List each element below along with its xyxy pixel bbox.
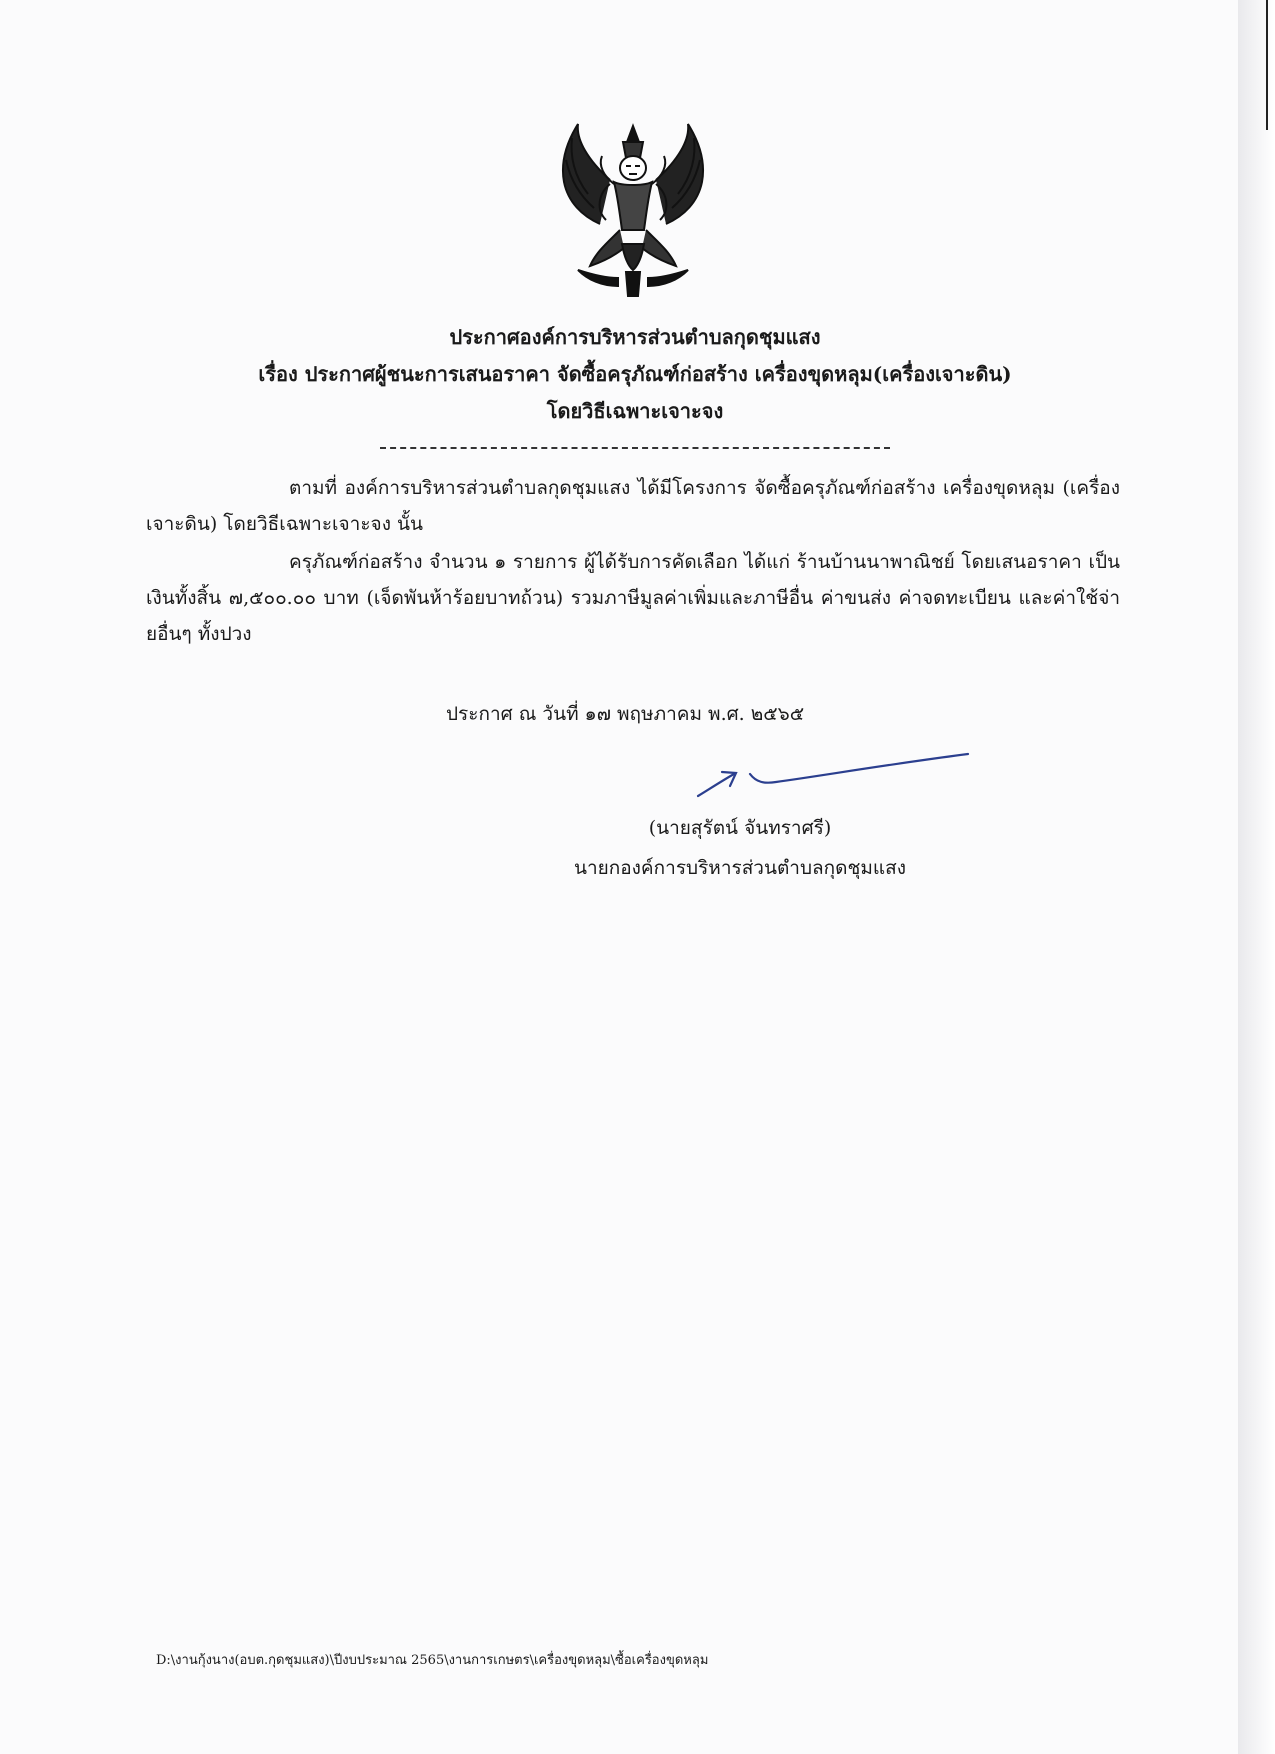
document-subject: เรื่อง ประกาศผู้ชนะการเสนอราคา จัดซื้อครุภัณฑ์ก่อสร้าง เครื่องขุดหลุม(เครื่องเจาะดิน) [258,362,1012,386]
procurement-method: โดยวิธีเฉพาะเจาะจง [546,399,724,423]
announcement-date: ประกาศ ณ วันที่ ๑๗ พฤษภาคม พ.ศ. ๒๕๖๕ [446,703,805,725]
garuda-emblem-icon [548,120,718,298]
signer-position: นายกองค์การบริหารส่วนตำบลกุดชุมแสง [573,857,907,879]
body-paragraph-1: ตามที่ องค์การบริหารส่วนตำบลกุดชุมแสง ได้มีโครงการ จัดซื้อครุภัณฑ์ก่อสร้าง เครื่องขุดหลุม (เครื่องเจาะดิน) โดยวิธีเฉพาะเจาะจง นั้น [146,477,1120,535]
handwritten-signature-icon [690,752,970,802]
body-paragraph-2: ครุภัณฑ์ก่อสร้าง จำนวน ๑ รายการ ผู้ได้รับการคัดเลือก ได้แก่ ร้านบ้านนาพาณิชย์ โดยเสนอราคา เป็นเงินทั้งสิ้น ๗,๕๐๐.๐๐ บาท (เจ็ดพันห้าร้อยบาทถ้วน) รวมภาษีมูลค่าเพิ่มและภาษีอื่น ค่าขนส่ง ค่าจดทะเบียน และค่าใช้จ่ายอื่นๆ ทั้งปวง [146,551,1120,645]
scan-edge-mark [1266,0,1268,130]
file-path-footer: D:\งานกุ้งนาง(อบต.กุดชุมแสง)\ปีงบประมาณ 2565\งานการเกษตร\เครื่องขุดหลุม\ซื้อเครื่องขุดหลุม [156,1653,709,1668]
signer-name: (นายสุรัตน์ จันทราศรี) [648,817,832,839]
dashed-divider [380,447,890,449]
page-edge-shadow [1238,0,1275,1754]
document-title: ประกาศองค์การบริหารส่วนตำบลกุดชุมแสง [449,325,821,349]
